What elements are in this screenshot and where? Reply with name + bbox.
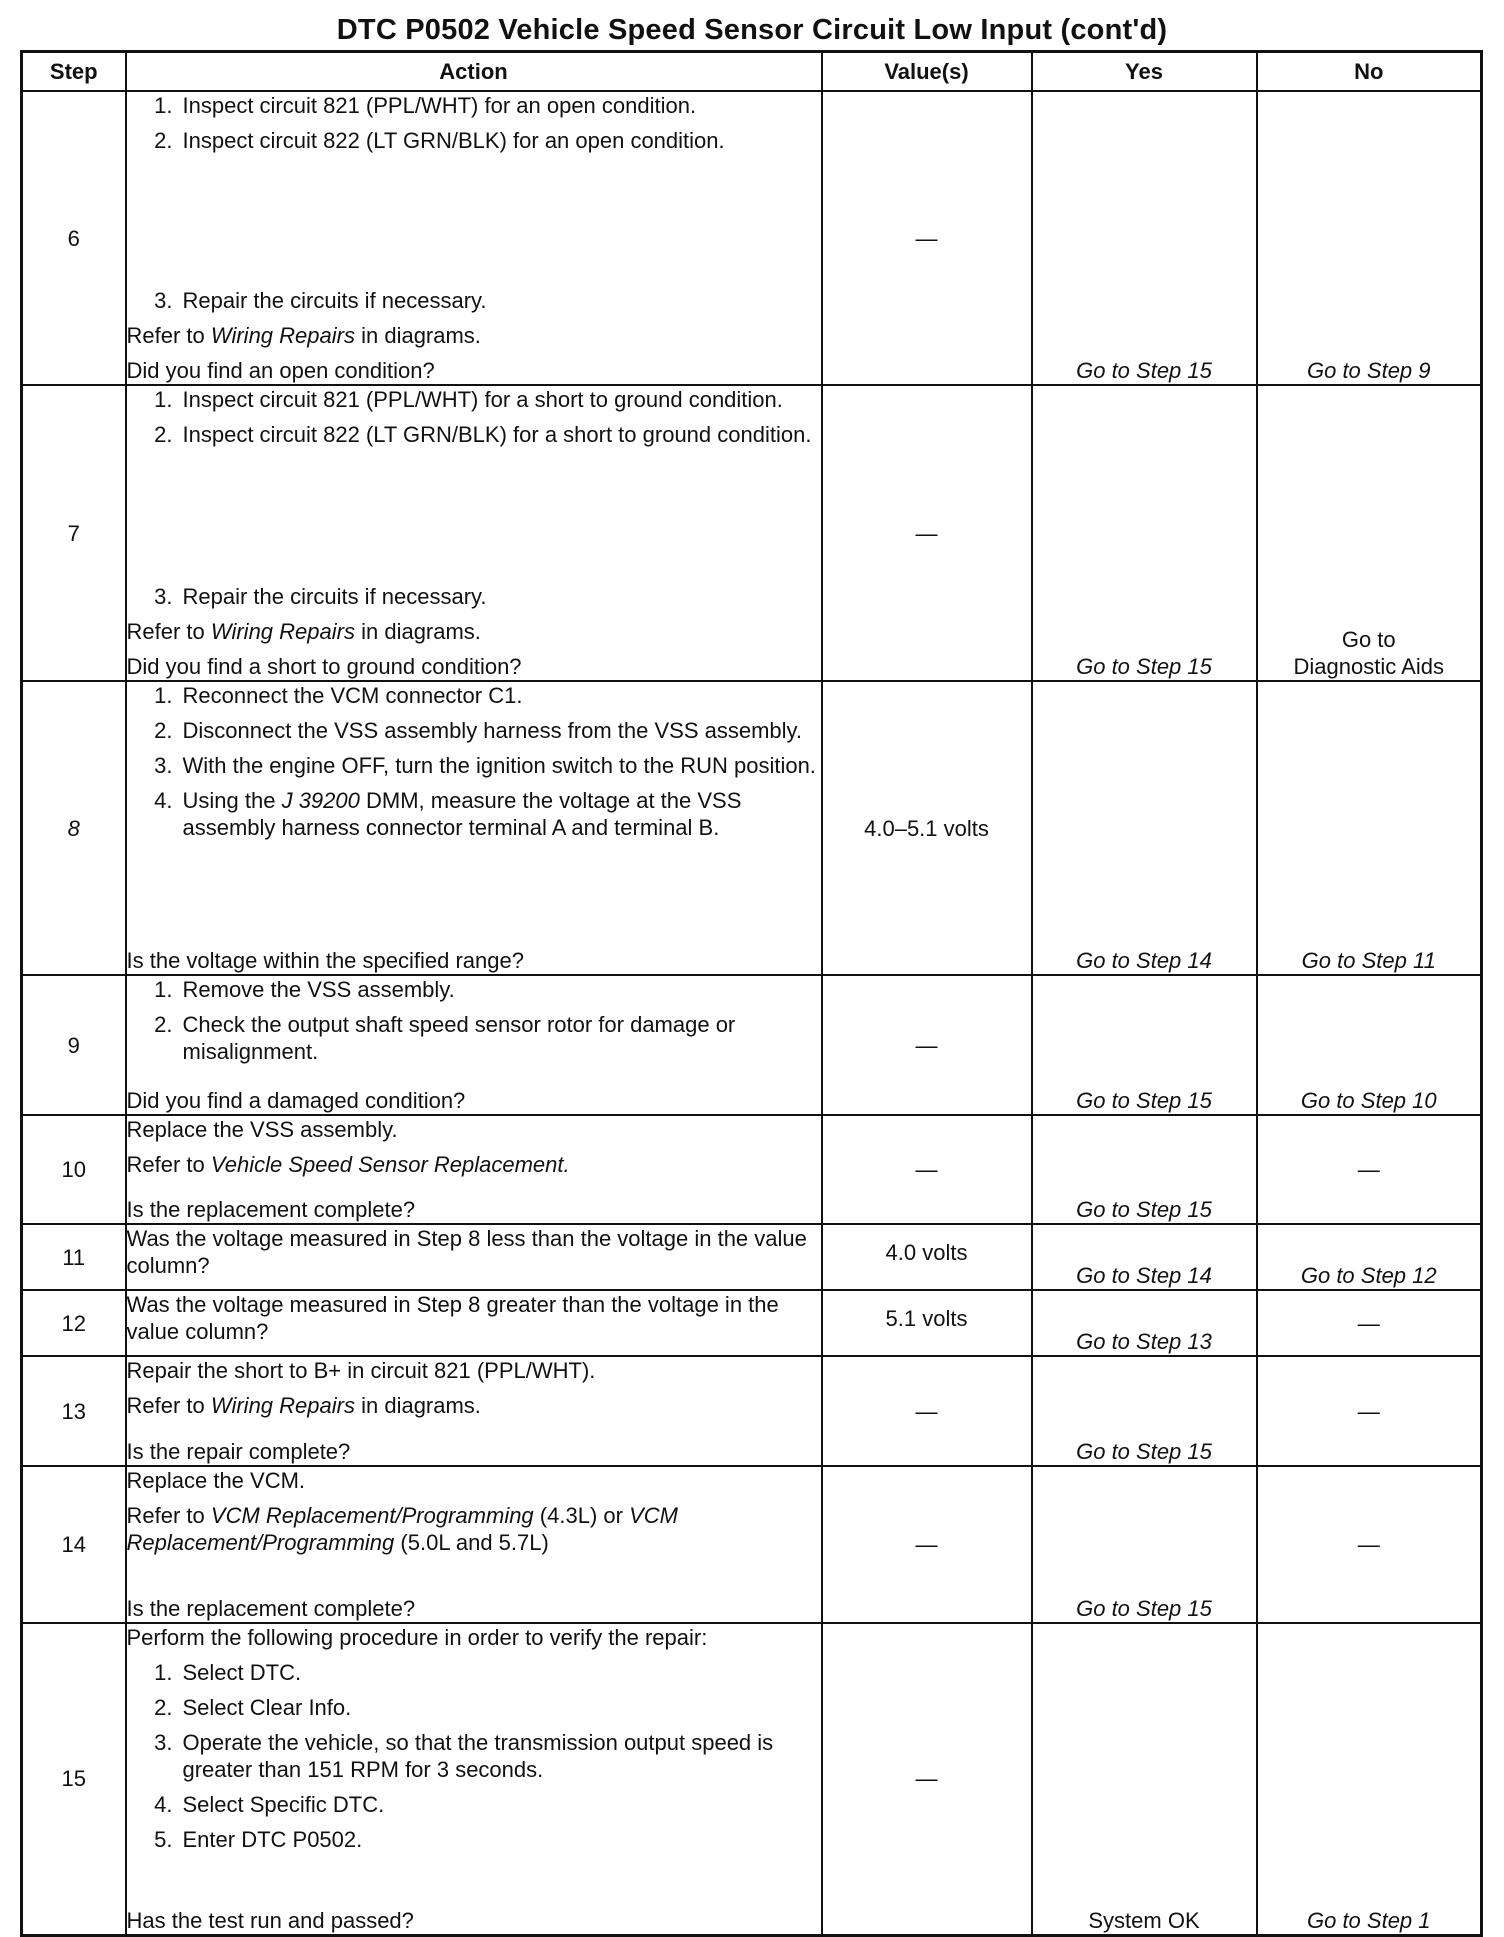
no-cell: Go to Step 10 [1257, 975, 1482, 1115]
yes-cell: Go to Step 15 [1032, 1115, 1257, 1224]
no-cell: Go to Step 9 [1257, 91, 1482, 385]
value-cell: — [822, 91, 1032, 385]
list-item: 1. Remove the VSS assembly. [154, 977, 455, 1002]
list-item: 1. Inspect circuit 821 (PPL/WHT) for an open condition. [154, 93, 697, 118]
no-cell: — [1257, 1290, 1482, 1356]
yes-cell: System OK [1032, 1623, 1257, 1935]
step-number: 14 [22, 1466, 126, 1623]
question-text: Is the replacement complete? [126, 1197, 416, 1222]
step-number: 12 [22, 1290, 126, 1356]
vcm-programming-reference: VCM Replacement/Programming [210, 1503, 534, 1528]
value-cell: 4.0–5.1 volts [822, 681, 1032, 975]
intro-text: Perform the following procedure in order to verify the repair: [126, 1625, 708, 1650]
list-item: 3. Operate the vehicle, so that the transmission output speed is greater than 151 RPM for 3 seconds. [154, 1730, 774, 1782]
list-item: 1. Select DTC. [154, 1660, 302, 1685]
question-text: Did you find an open condition? [126, 358, 435, 383]
question-text: Has the test run and passed? [126, 1907, 414, 1933]
action-text: Replace the VSS assembly. [126, 1117, 398, 1142]
yes-cell: Go to Step 15 [1032, 1356, 1257, 1466]
step-number: 9 [22, 975, 126, 1115]
yes-cell: Go to Step 15 [1032, 385, 1257, 681]
dmm-tool-reference: J 39200 [281, 788, 360, 813]
no-cell: Go to Step 12 [1257, 1224, 1482, 1290]
action-cell [126, 975, 822, 1115]
list-item: 3. With the engine OFF, turn the ignition switch to the RUN position. [154, 753, 816, 778]
column-header-values: Value(s) [822, 52, 1032, 92]
step-number: 13 [22, 1356, 126, 1466]
column-header-action: Action [126, 52, 822, 92]
wiring-repairs-reference: Wiring Repairs [210, 1393, 355, 1418]
vss-replacement-reference: Vehicle Speed Sensor Replacement. [210, 1152, 570, 1177]
table-row [22, 91, 1482, 385]
yes-cell: Go to Step 14 [1032, 1224, 1257, 1290]
action-cell [126, 385, 822, 681]
no-cell: — [1257, 1466, 1482, 1623]
refer-line: Refer to Vehicle Speed Sensor Replacement. [126, 1152, 570, 1177]
table-row [22, 1290, 1482, 1356]
list-item: 1. Reconnect the VCM connector C1. [154, 683, 523, 708]
yes-cell: Go to Step 15 [1032, 91, 1257, 385]
column-header-yes: Yes [1032, 52, 1257, 92]
question-text: Is the replacement complete? [126, 1596, 416, 1621]
yes-cell: Go to Step 14 [1032, 681, 1257, 975]
action-text: Replace the VCM. [126, 1468, 306, 1493]
value-cell: — [822, 1115, 1032, 1224]
step-number: 15 [22, 1623, 126, 1935]
list-item: 2. Inspect circuit 822 (LT GRN/BLK) for an open condition. [154, 128, 725, 153]
value-cell: 5.1 volts [822, 1290, 1032, 1356]
value-cell: — [822, 1356, 1032, 1466]
step-number: 11 [22, 1224, 126, 1290]
column-header-step: Step [22, 52, 126, 92]
wiring-repairs-reference: Wiring Repairs [210, 619, 355, 644]
step-number: 10 [22, 1115, 126, 1224]
table-row [22, 975, 1482, 1115]
value-cell: — [822, 385, 1032, 681]
no-cell: Go to Diagnostic Aids [1257, 385, 1482, 681]
table-row [22, 681, 1482, 975]
value-cell: — [822, 975, 1032, 1115]
action-cell [126, 1466, 822, 1623]
list-item: 2. Select Clear Info. [154, 1695, 352, 1720]
action-cell [126, 91, 822, 385]
question-text: Did you find a damaged condition? [126, 1088, 466, 1113]
value-cell: — [822, 1623, 1032, 1935]
list-item: 3. Repair the circuits if necessary. [154, 288, 487, 313]
table-row [22, 1356, 1482, 1466]
list-item: 4. Using the J 39200 DMM, measure the voltage at the VSS assembly harness connector terminal A and terminal B. [154, 788, 742, 840]
refer-line: Refer to VCM Replacement/Programming (4.3L) or VCM Replacement/Programming (5.0L and 5.7L) [126, 1503, 678, 1555]
list-item: 2. Inspect circuit 822 (LT GRN/BLK) for a short to ground condition. [154, 422, 812, 447]
action-cell [126, 1356, 822, 1466]
action-cell [126, 1115, 822, 1224]
action-cell [126, 1623, 822, 1935]
yes-cell: Go to Step 15 [1032, 975, 1257, 1115]
diagnostic-table [20, 50, 1483, 1937]
value-cell: — [822, 1466, 1032, 1623]
refer-line: Refer to Wiring Repairs in diagrams. [126, 619, 481, 644]
value-cell: 4.0 volts [822, 1224, 1032, 1290]
step-number: 8 [22, 681, 126, 975]
step-number: 7 [22, 385, 126, 681]
header-row [22, 52, 1482, 92]
list-item: 2. Disconnect the VSS assembly harness from the VSS assembly. [154, 718, 803, 743]
question-text: Is the voltage within the specified range? [126, 948, 524, 973]
action-text: Repair the short to B+ in circuit 821 (PPL/WHT). [126, 1358, 596, 1383]
table-row [22, 1466, 1482, 1623]
refer-line: Refer to Wiring Repairs in diagrams. [126, 323, 481, 348]
no-cell: — [1257, 1115, 1482, 1224]
list-item: 4. Select Specific DTC. [154, 1792, 385, 1817]
table-row [22, 1623, 1482, 1935]
column-header-no: No [1257, 52, 1482, 92]
page-title: DTC P0502 Vehicle Speed Sensor Circuit Low Input (cont'd) [336, 14, 1168, 46]
question-text: Is the repair complete? [126, 1439, 351, 1464]
wiring-repairs-reference: Wiring Repairs [210, 323, 355, 348]
question-text: Did you find a short to ground condition? [126, 654, 522, 679]
yes-cell: Go to Step 13 [1032, 1290, 1257, 1356]
list-item: 1. Inspect circuit 821 (PPL/WHT) for a short to ground condition. [154, 387, 783, 412]
list-item: 3. Repair the circuits if necessary. [154, 584, 487, 609]
list-item: 5. Enter DTC P0502. [154, 1827, 363, 1852]
action-cell: Was the voltage measured in Step 8 greater than the voltage in the value column? [126, 1290, 822, 1356]
no-cell: — [1257, 1356, 1482, 1466]
yes-cell: Go to Step 15 [1032, 1466, 1257, 1623]
vcm-programming-reference: VCM Replacement/Programming [126, 1503, 678, 1555]
list-item: 2. Check the output shaft speed sensor rotor for damage or misalignment. [154, 1012, 736, 1064]
table-row [22, 1115, 1482, 1224]
step-number: 6 [22, 91, 126, 385]
no-cell: Go to Step 1 [1257, 1623, 1482, 1935]
action-cell: Was the voltage measured in Step 8 less than the voltage in the value column? [126, 1224, 822, 1290]
action-cell [126, 681, 822, 975]
table-row [22, 385, 1482, 681]
refer-line: Refer to Wiring Repairs in diagrams. [126, 1393, 481, 1418]
table-row [22, 1224, 1482, 1290]
no-cell: Go to Step 11 [1257, 681, 1482, 975]
